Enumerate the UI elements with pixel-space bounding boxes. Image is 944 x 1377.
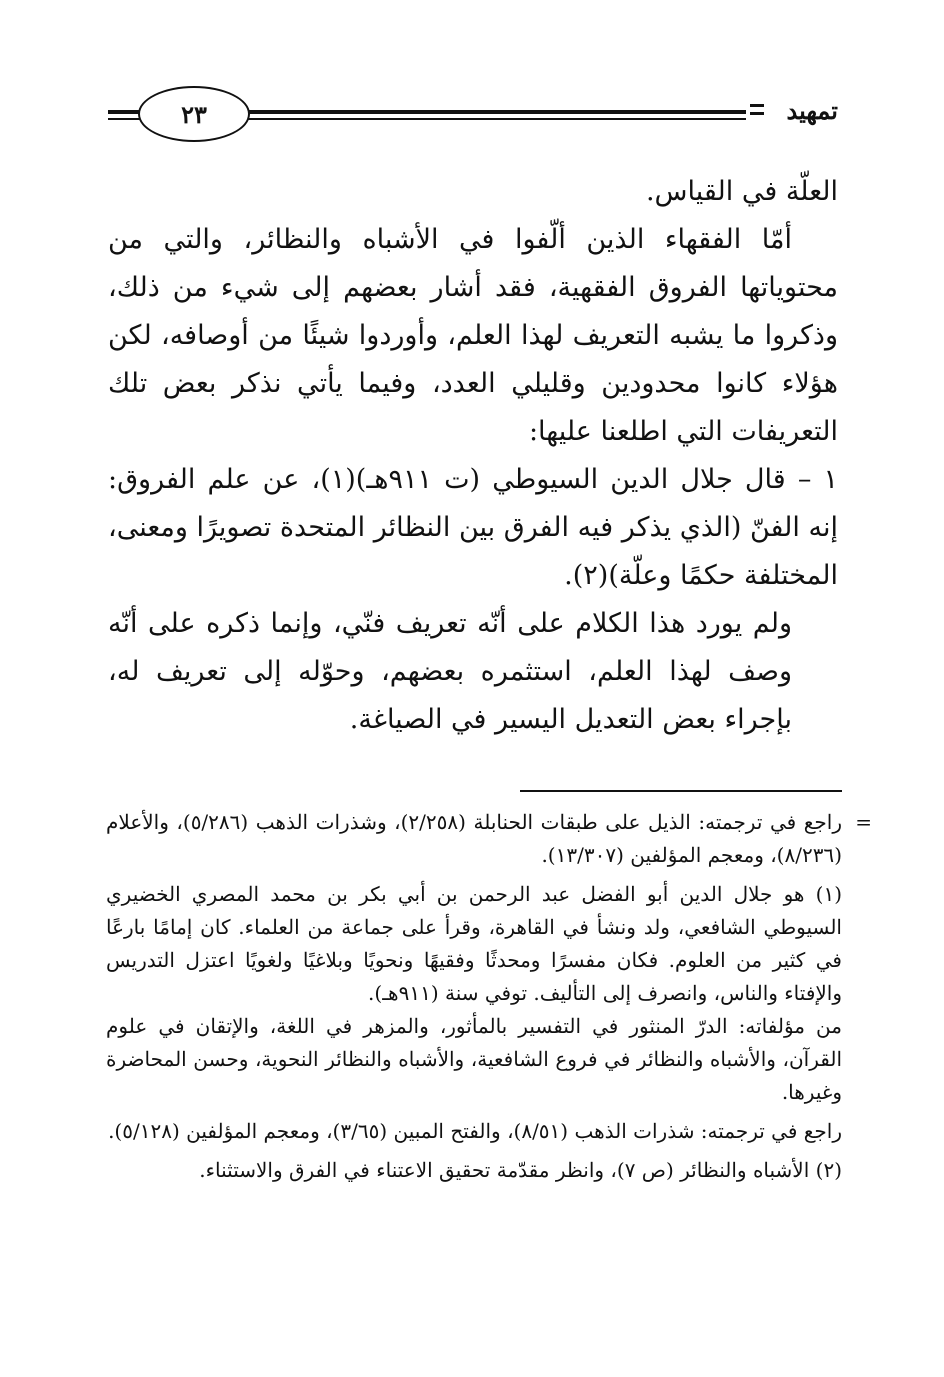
- footnotes: [106, 806, 872, 1187]
- footnote-1-sources: راجع في ترجمته: شذرات الذهب (٨/٥١)، والفتح المبين (٣/٦٥)، ومعجم المؤلفين (٥/١٢٨).: [108, 1119, 842, 1143]
- header-dash-upper: [750, 104, 764, 107]
- footnote-1-bio: (١) هو جلال الدين أبو الفضل عبد الرحمن بن أبي بكر بن محمد المصري الخضيري السيوطي الشافعي، ولد ونشأ في القاهرة، وقرأ على جماعة من العلماء. كان إمامًا بارعًا في كثير من العلوم. فكان مفسرًا ومحدثًا وفقيهًا ونحويًا وبلاغيًا ولغويًا اعتزل التدريس والإفتاء والناس، وانصرف إلى التأليف. توفي سنة (٩١١هـ).: [106, 882, 842, 1005]
- header-dash-lower: [750, 112, 764, 115]
- main-text: [108, 168, 838, 744]
- running-title: تمهيد: [786, 96, 838, 125]
- footnote-separator: [520, 790, 842, 792]
- list-item-1: [108, 456, 838, 600]
- body-line-1: العلّة في القياس.: [645, 176, 838, 207]
- body-paragraph-1: أمّا الفقهاء الذين ألّفوا في الأشباه والنظائر، والتي من محتوياتها الفروق الفقهية، فقد أشار بعضهم إلى شيء من ذلك، وذكروا ما يشبه التعريف لهذا العلم، وأوردوا شيئًا من أوصافه، لكن هؤلاء كانوا محدودين وقليلي العدد، وفيما يأتي نذكر بعض تلك التعريفات التي اطلعنا عليها:: [108, 224, 838, 447]
- list-item-number: ١ –: [797, 464, 839, 495]
- footnote-2: (٢) الأشباه والنظائر (ص ٧)، وانظر مقدّمة تحقيق الاعتناء في الفرق والاستثناء.: [199, 1158, 842, 1182]
- page-header: [108, 82, 838, 144]
- list-item-text: قال جلال الدين السيوطي (ت ٩١١هـ)(١)، عن علم الفروق: إنه الفنّ (الذي يذكر فيه الفرق بين النظائر المتحدة تصويرًا ومعنى، المختلفة حكمًا وعلّة)(٢).: [108, 464, 838, 591]
- page-number-badge: [138, 86, 250, 142]
- footnote-1-works: من مؤلفاته: الدرّ المنثور في التفسير بالمأثور، والمزهر في اللغة، والإتقان في علوم القرآن، والأشباه والنظائر في فروع الشافعية، والأشباه والنظائر النحوية، وحسن المحاضرة وغيرها.: [106, 1014, 842, 1104]
- body-paragraph-2: ولم يورد هذا الكلام على أنّه تعريف فنّي، وإنما ذكره على أنّه وصف لهذا العلم، استثمره بعضهم، وحوّله إلى تعريف له، بإجراء بعض التعديل اليسير في الصياغة.: [108, 608, 792, 735]
- continuation-mark: =: [855, 810, 872, 834]
- footnote-continuation: راجع في ترجمته: الذيل على طبقات الحنابلة (٢/٢٥٨)، وشذرات الذهب (٥/٢٨٦)، والأعلام (٨/٢٣٦)، ومعجم المؤلفين (١٣/٣٠٧).: [106, 810, 842, 867]
- page-number: ٢٣: [181, 99, 207, 129]
